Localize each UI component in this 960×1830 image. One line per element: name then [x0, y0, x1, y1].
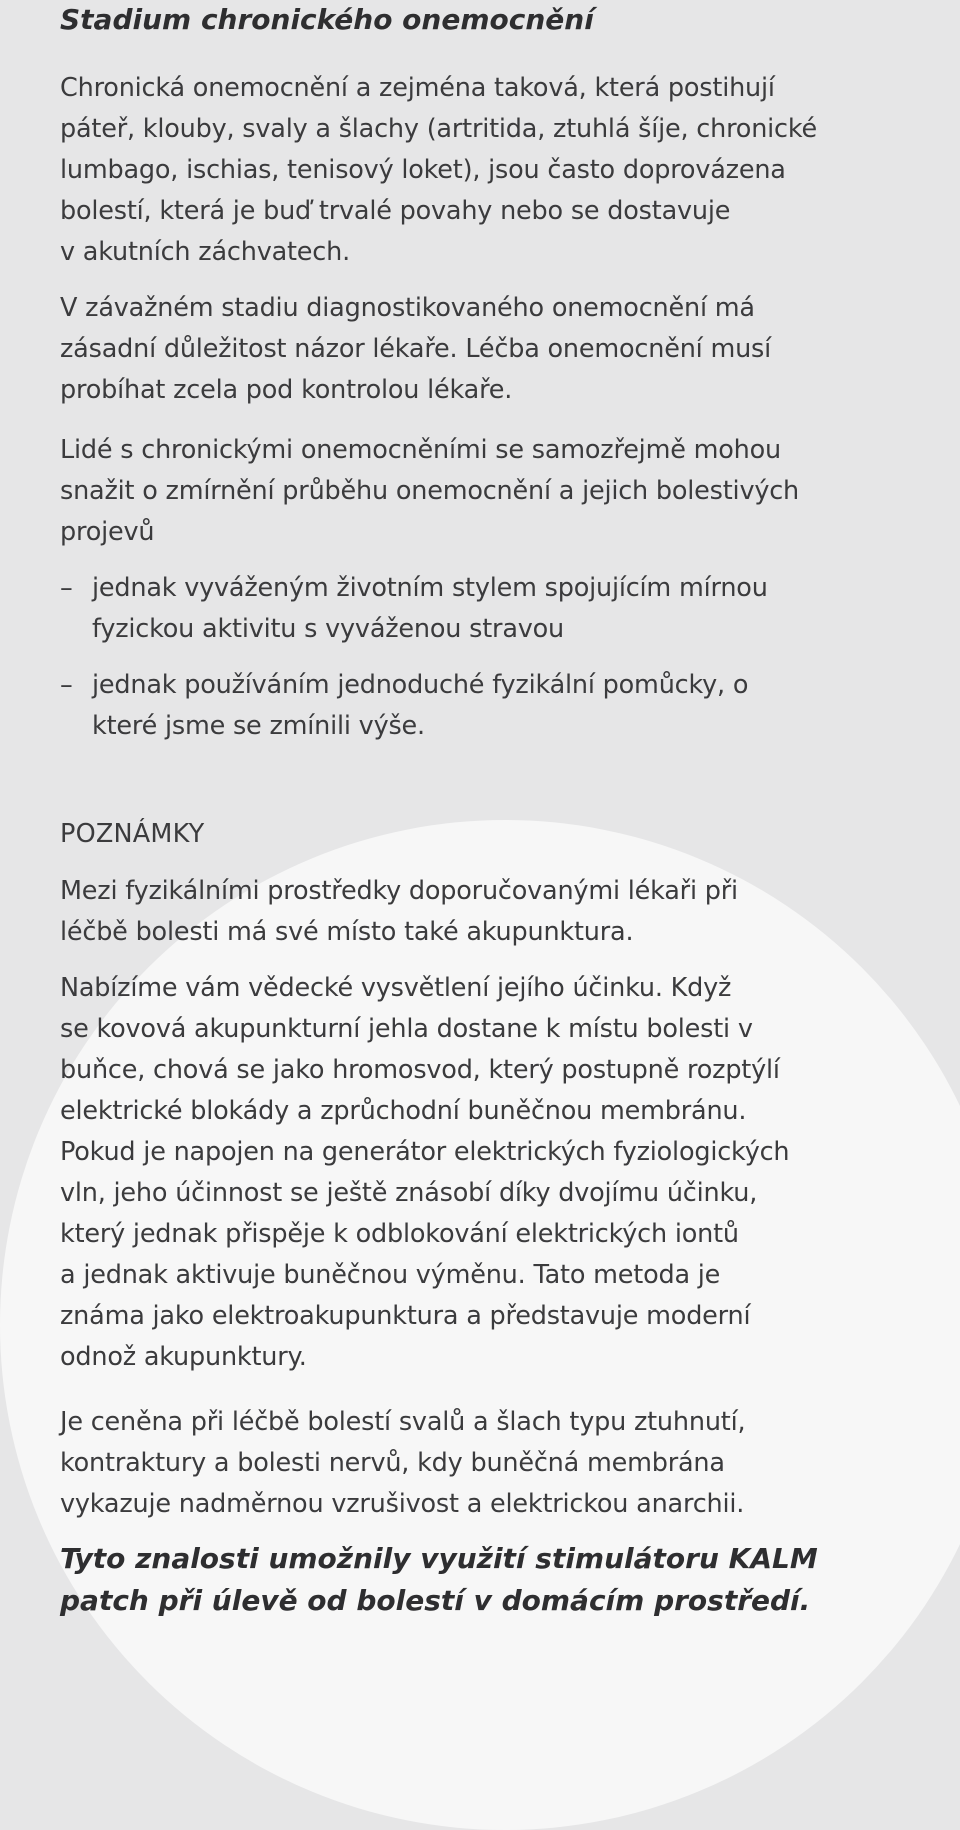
- text-line: odnož akupunktury.: [60, 1342, 307, 1372]
- text-line: patch při úlevě od bolestí v domácím prostředí.: [60, 1584, 811, 1617]
- text-line: se kovová akupunkturní jehla dostane k místu bolesti v: [60, 1014, 753, 1044]
- text-line: Lidé s chronickými onemocněními se samozřejmě mohou: [60, 435, 781, 465]
- paragraph-patients-effort: [60, 430, 799, 553]
- bullet-text: [92, 568, 768, 650]
- text-line: Je ceněna při léčbě bolestí svalů a šlach typu ztuhnutí,: [60, 1407, 746, 1437]
- text-line: vykazuje nadměrnou vzrušivost a elektrickou anarchii.: [60, 1489, 745, 1519]
- text-line: páteř, klouby, svaly a šlachy (artritida, ztuhlá šíje, chronické: [60, 114, 818, 144]
- dash-bullet: –: [60, 573, 73, 603]
- text-line: V závažném stadiu diagnostikovaného onemocnění má: [60, 293, 755, 323]
- text-line: v akutních záchvatech.: [60, 237, 350, 267]
- closing-statement: [60, 1538, 818, 1622]
- text-line: Nabízíme vám vědecké vysvětlení jejího účinku. Když: [60, 973, 732, 1003]
- paragraph-doctor-opinion: [60, 288, 771, 411]
- text-line: elektrické blokády a zprůchodní buněčnou membránu.: [60, 1096, 747, 1126]
- text-line: Chronická onemocnění a zejména taková, která postihují: [60, 73, 775, 103]
- text-line: jednak používáním jednoduché fyzikální pomůcky, o: [92, 670, 749, 700]
- text-line: probíhat zcela pod kontrolou lékaře.: [60, 375, 513, 405]
- text-line: fyzickou aktivitu s vyváženou stravou: [92, 614, 564, 644]
- notes-label: POZNÁMKY: [60, 819, 205, 849]
- paragraph-appreciated-use: [60, 1402, 745, 1525]
- text-line: Tyto znalosti umožnily využití stimulátoru KALM: [60, 1542, 818, 1575]
- text-line: a jednak aktivuje buněčnou výměnu. Tato metoda je: [60, 1260, 721, 1290]
- text-line: snažit o zmírnění průběhu onemocnění a jejich bolestivých: [60, 476, 800, 506]
- bullet-text: [92, 665, 748, 747]
- text-line: vln, jeho účinnost se ještě znásobí díky dvojímu účinku,: [60, 1178, 758, 1208]
- text-line: který jednak přispěje k odblokování elektrických iontů: [60, 1219, 739, 1249]
- text-line: lumbago, ischias, tenisový loket), jsou často doprovázena: [60, 155, 786, 185]
- text-line: léčbě bolesti má své místo také akupunktura.: [60, 917, 634, 947]
- text-line: kontraktury a bolesti nervů, kdy buněčná membrána: [60, 1448, 725, 1478]
- text-line: buňce, chová se jako hromosvod, který postupně rozptýlí: [60, 1055, 780, 1085]
- paragraph-acupuncture: [60, 871, 738, 953]
- text-line: které jsme se zmínili výše.: [92, 711, 425, 741]
- text-line: známa jako elektroakupunktura a představuje moderní: [60, 1301, 751, 1331]
- text-line: Pokud je napojen na generátor elektrických fyziologických: [60, 1137, 790, 1167]
- text-line: zásadní důležitost názor lékaře. Léčba onemocnění musí: [60, 334, 772, 364]
- paragraph-chronic-diseases: [60, 68, 817, 273]
- text-line: projevů: [60, 517, 155, 547]
- text-line: bolestí, která je buď trvalé povahy nebo se dostavuje: [60, 196, 731, 226]
- text-line: jednak vyváženým životním stylem spojujícím mírnou: [92, 573, 768, 603]
- paragraph-scientific-explanation: [60, 968, 789, 1378]
- section-heading: Stadium chronického onemocnění: [60, 3, 594, 36]
- text-line: Mezi fyzikálními prostředky doporučovanými lékaři při: [60, 876, 738, 906]
- dash-bullet: –: [60, 670, 73, 700]
